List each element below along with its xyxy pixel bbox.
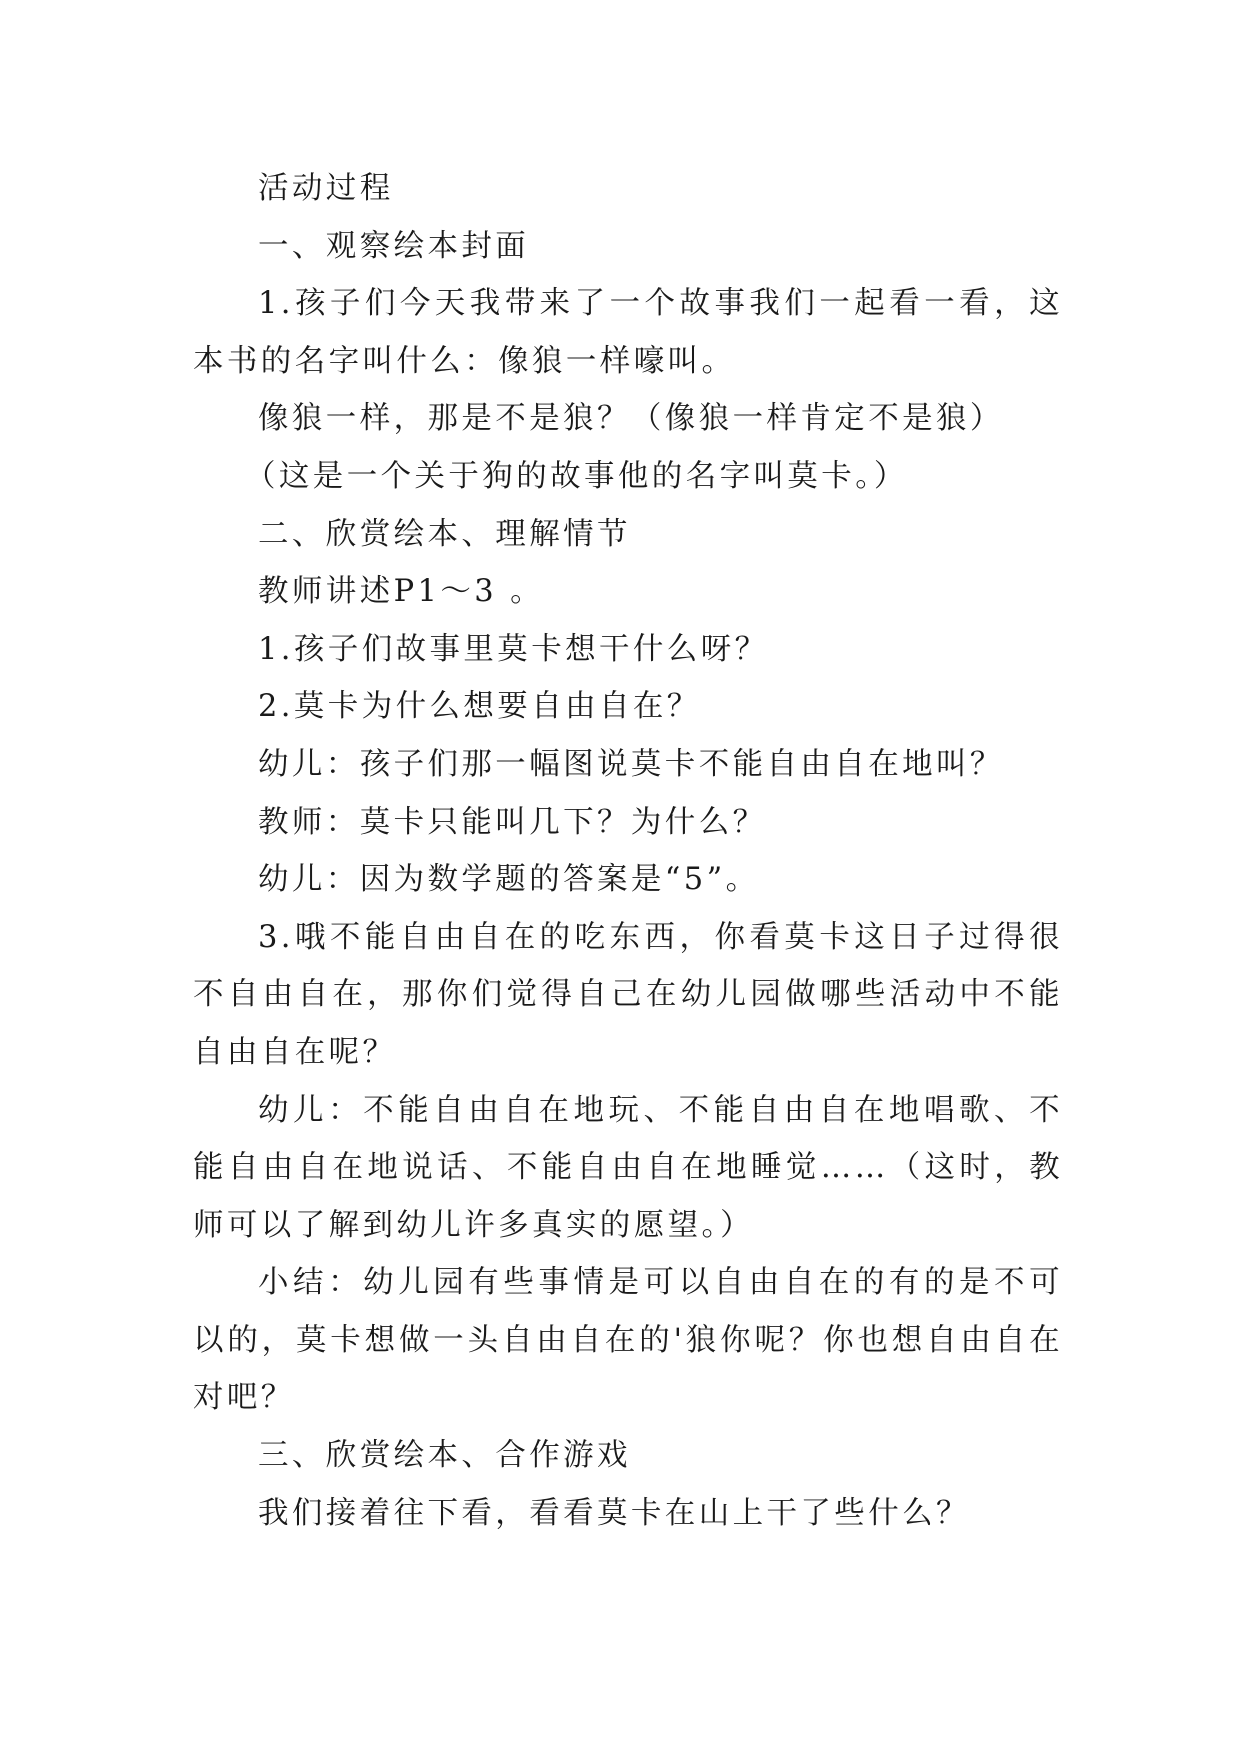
- paragraph-teacher-narrates: 教师讲述P1～3 。: [258, 574, 545, 610]
- paragraph-summary: 小结：幼儿园有些事情是可以自由自在的有的是不可以的，莫卡想做一头自由自在的'狼你呢？你也想自由自在对吧？: [193, 1265, 1063, 1416]
- paragraph-question-what-mocha-wants: 1.孩子们故事里莫卡想干什么呀？: [258, 631, 769, 667]
- paragraph-continue-reading: 我们接着往下看，看看莫卡在山上干了些什么？: [258, 1495, 970, 1531]
- paragraph-child-answer-2: 幼儿：因为数学题的答案是“5”。: [258, 862, 760, 898]
- paragraph-question-why-free: 2.莫卡为什么想要自由自在？: [258, 689, 701, 725]
- paragraph-dog-story: （这是一个关于狗的故事他的名字叫莫卡。）: [245, 458, 908, 494]
- paragraph-child-answer-1: 幼儿：孩子们那一幅图说莫卡不能自由自在地叫？: [258, 746, 1004, 782]
- section-heading-observe-cover: 一、观察绘本封面: [258, 228, 530, 264]
- paragraph-question-3: 3.哦不能自由自在的吃东西，你看莫卡这日子过得很不自由自在，那你们觉得自己在幼儿园做哪些活动中不能自由自在呢？: [193, 919, 1063, 1070]
- paragraph-child-answer-3: 幼儿：不能自由自在地玩、不能自由自在地唱歌、不能自由自在地说话、不能自由自在地睡觉……（这时，教师可以了解到幼儿许多真实的愿望。）: [193, 1092, 1063, 1243]
- section-heading-activity-process: 活动过程: [258, 171, 394, 206]
- document-body: [193, 160, 1063, 1542]
- section-heading-appreciate-picture-book: 二、欣赏绘本、理解情节: [258, 516, 631, 552]
- paragraph-question-1: 1.孩子们今天我带来了一个故事我们一起看一看，这本书的名字叫什么：像狼一样嚎叫。: [193, 286, 1063, 379]
- paragraph-like-wolf: 像狼一样，那是不是狼？（像狼一样肯定不是狼）: [258, 401, 1004, 437]
- section-heading-cooperative-game: 三、欣赏绘本、合作游戏: [258, 1438, 631, 1474]
- paragraph-teacher-question: 教师：莫卡只能叫几下？为什么？: [258, 804, 767, 840]
